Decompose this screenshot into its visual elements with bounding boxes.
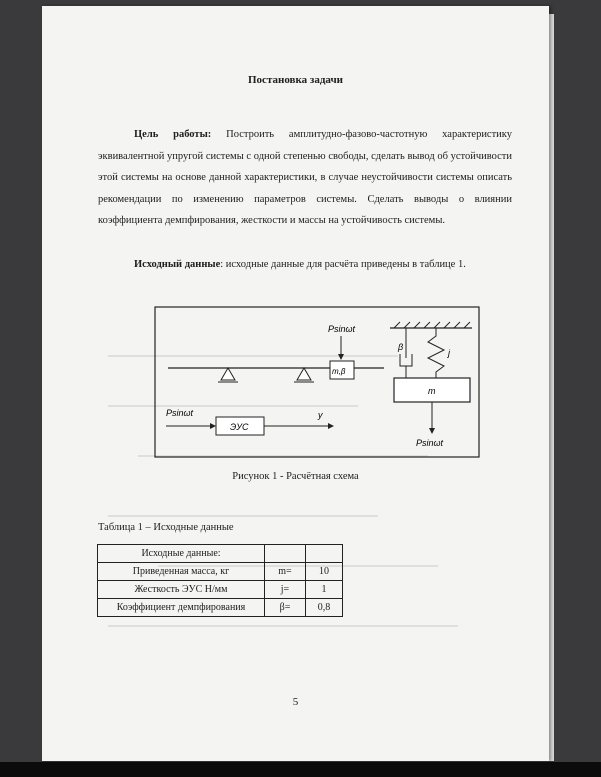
force-top-label: Psinωt	[328, 324, 356, 334]
output-arrowhead	[328, 423, 334, 429]
param-value: 0,8	[306, 599, 343, 617]
input-signal-label: Psinωt	[166, 408, 194, 418]
param-value: 1	[306, 581, 343, 599]
input-text: : исходные данные для расчёта приведены в таблице 1.	[220, 259, 466, 270]
param-value: 10	[306, 563, 343, 581]
force-top-arrowhead	[338, 354, 344, 360]
param-symbol: β=	[265, 599, 306, 617]
table-row	[98, 599, 343, 617]
force-bottom-label: Psinωt	[416, 438, 444, 448]
page-title: Постановка задачи	[248, 74, 343, 86]
damping-label: β	[398, 342, 404, 352]
param-symbol: m=	[265, 563, 306, 581]
table-row	[98, 563, 343, 581]
eus-block-label: ЭУС	[230, 422, 249, 432]
force-bottom-arrowhead	[429, 428, 435, 434]
goal-text: Построить амплитудно-фазово-частотную характеристику эквивалентной упругой системы с одной степенью свободы, сделать вывод об устойчивости этой системы на основе данной характеристики, в случае неустойчивости системы описать рекомендации по изменению параметров системы. Сделать выводы о влиянии коэффициента демпфирования, жесткости и массы на устойчивость системы.	[98, 129, 513, 226]
table-cell	[306, 545, 343, 563]
param-symbol: j=	[265, 581, 306, 599]
table-title: Таблица 1 – Исходные данные	[98, 522, 234, 533]
table-cell	[265, 545, 306, 563]
input-label: Исходный данные	[134, 259, 221, 270]
document-page	[42, 6, 549, 761]
stiffness-label: j	[448, 348, 450, 358]
input-data-table	[97, 544, 343, 617]
goal-label: Цель работы:	[134, 129, 212, 140]
calculation-scheme-figure	[154, 306, 480, 458]
mass-box-label: m,β	[332, 367, 346, 376]
param-name: Приведенная масса, кг	[98, 563, 265, 581]
table-header-cell: Исходные данные:	[98, 545, 265, 563]
table-row	[98, 581, 343, 599]
page-number: 5	[292, 696, 299, 708]
ceiling-hatch	[394, 322, 470, 328]
figure-caption: Рисунок 1 - Расчётная схема	[232, 471, 359, 482]
table-header-row	[98, 545, 343, 563]
goal-paragraph	[98, 124, 512, 232]
param-name: Жесткость ЭУС Н/мм	[98, 581, 265, 599]
left-support	[221, 368, 235, 380]
param-name: Коэффициент демпфирования	[98, 599, 265, 617]
mass-label: m	[428, 386, 436, 396]
input-paragraph	[98, 254, 512, 276]
output-label: y	[318, 410, 323, 420]
right-support	[297, 368, 311, 380]
input-arrowhead	[210, 423, 216, 429]
page-edge	[549, 14, 554, 761]
spring	[428, 328, 444, 378]
bottom-bar	[0, 762, 601, 777]
